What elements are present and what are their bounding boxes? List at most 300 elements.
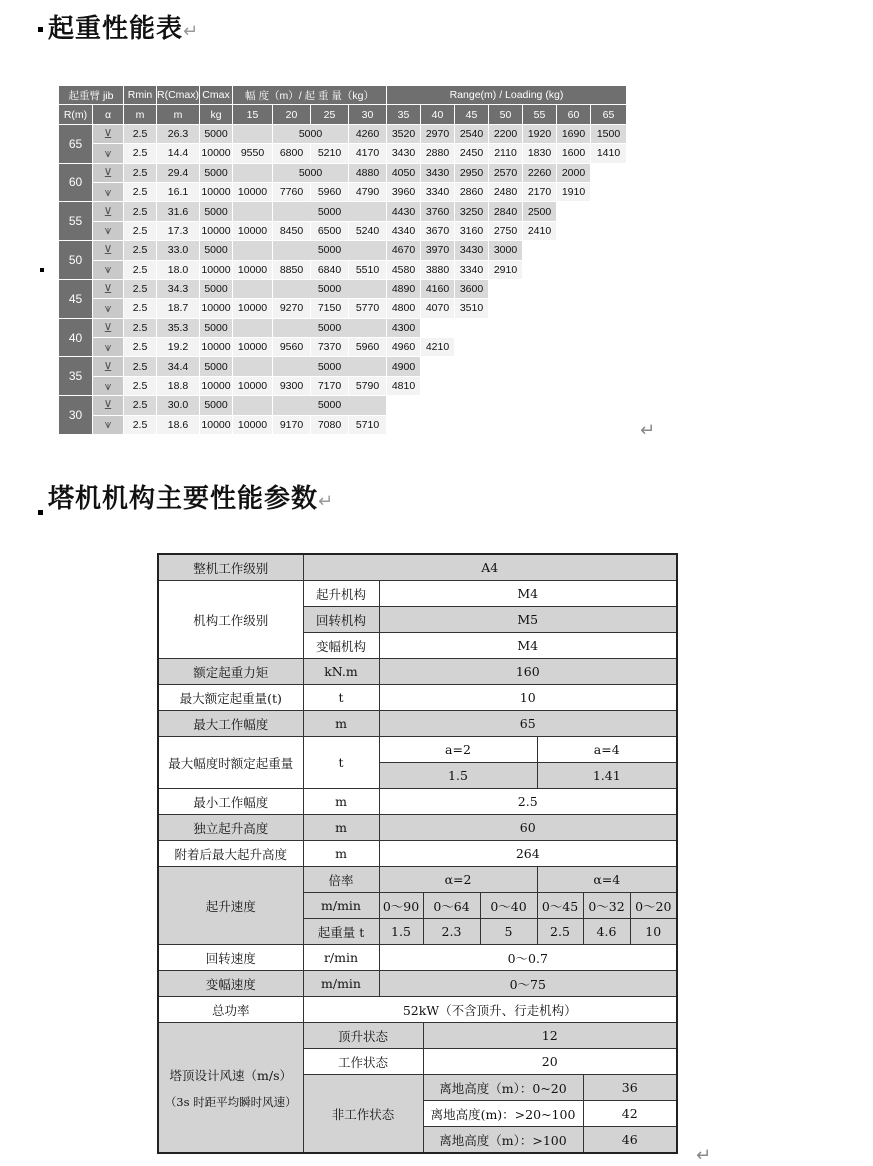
empty-cell [489,357,523,376]
load-value: 1410 [591,144,627,163]
load-value: 7150 [311,299,349,318]
hoist-mech-label: 起升机构 [303,581,379,607]
load-value: 5960 [311,182,349,201]
heading-text: 塔机机构主要性能参数 [48,484,319,514]
distance-header: 35 [387,105,421,124]
empty-cell [523,241,557,260]
tip-a2-label: a=2 [379,737,537,763]
load-value [233,163,273,182]
ratio-label: 倍率 [303,867,379,893]
load-row [59,163,627,182]
hoist-speed-label: 起升速度 [158,867,303,945]
single-hook-icon: ⊻ [93,279,124,298]
empty-cell [523,415,557,434]
tip-load-unit: t [303,737,379,789]
load-value: 4890 [387,279,421,298]
load-value: 5000 [273,202,387,221]
load-value: 2500 [523,202,557,221]
load-value: 3250 [455,202,489,221]
min-radius-value: 2.5 [379,789,677,815]
empty-cell [489,279,523,298]
cmax-value: 5000 [200,241,233,260]
empty-cell [557,338,591,357]
empty-cell [591,279,627,298]
load-value: 1830 [523,144,557,163]
speed-value: 0～64 [423,893,480,919]
load-value: 3430 [421,163,455,182]
max-radius-value: 65 [379,711,677,737]
load-value: 1500 [591,124,627,143]
load-value: 6800 [273,144,311,163]
slew-speed-value: 0～0.7 [379,945,677,971]
load-value [233,202,273,221]
load-value: 2750 [489,221,523,240]
slew-mech-label: 回转机构 [303,607,379,633]
load-value: 4160 [421,279,455,298]
load-row [59,260,627,279]
hoist-class-value: M4 [379,581,677,607]
rmin-value: 2.5 [124,144,157,163]
rmin-value: 2.5 [124,241,157,260]
load-header-row-1 [59,86,627,105]
cmax-value: 10000 [200,299,233,318]
speed-load-value: 2.5 [537,919,583,945]
load-value: 2450 [455,144,489,163]
load-value: 5790 [349,376,387,395]
load-value: 8450 [273,221,311,240]
empty-cell [421,318,455,337]
load-value: 3510 [455,299,489,318]
load-value: 9270 [273,299,311,318]
empty-cell [489,318,523,337]
rcmax-value: 18.0 [157,260,200,279]
cmax-value: 5000 [200,163,233,182]
distance-header: 65 [591,105,627,124]
rmin-value: 2.5 [124,124,157,143]
load-value: 2410 [523,221,557,240]
rcmax-value: 33.0 [157,241,200,260]
empty-cell [523,318,557,337]
load-value: 5960 [349,338,387,357]
load-value: 4800 [387,299,421,318]
empty-cell [421,415,455,434]
load-value: 2170 [523,182,557,201]
speed-load-value: 2.3 [423,919,480,945]
distance-header: 45 [455,105,489,124]
max-height-label: 附着后最大起升高度 [158,841,303,867]
load-value: 7170 [311,376,349,395]
empty-cell [591,338,627,357]
speed-value: 0～45 [537,893,583,919]
single-hook-icon: ⊻ [93,202,124,221]
empty-cell [421,357,455,376]
jib-length: 30 [59,396,93,435]
load-row [59,396,627,415]
load-row [59,124,627,143]
single-hook-icon: ⊻ [93,357,124,376]
distance-header: 50 [489,105,523,124]
min-radius-unit: m [303,789,379,815]
load-value: 4210 [421,338,455,357]
load-value: 2910 [489,260,523,279]
empty-cell [591,357,627,376]
rcmax-value: 31.6 [157,202,200,221]
double-hook-icon: ⩛ [93,299,124,318]
load-value [233,124,273,143]
free-height-value: 60 [379,815,677,841]
jib-length: 45 [59,279,93,318]
rcmax-value: 14.4 [157,144,200,163]
free-height-unit: m [303,815,379,841]
load-value: 4340 [387,221,421,240]
speed-load-value: 10 [630,919,677,945]
tip-load-a4-value: 1.41 [537,763,677,789]
load-value: 5210 [311,144,349,163]
load-value: 3340 [455,260,489,279]
load-value: 2110 [489,144,523,163]
cmax-header: Cmax [200,86,233,105]
alpha-header: α [93,105,124,124]
load-t-label: 起重量 t [303,919,379,945]
distance-header: 55 [523,105,557,124]
empty-cell [591,221,627,240]
cmax-value: 5000 [200,279,233,298]
empty-cell [557,202,591,221]
single-hook-icon: ⊻ [93,124,124,143]
max-load-label: 最大额定起重量(t) [158,685,303,711]
single-hook-icon: ⊻ [93,396,124,415]
empty-cell [557,415,591,434]
load-value: 10000 [233,260,273,279]
rcmax-value: 34.4 [157,357,200,376]
cmax-value: 10000 [200,182,233,201]
distance-header: 60 [557,105,591,124]
load-value: 10000 [233,182,273,201]
empty-cell [489,396,523,415]
heading-text: 起重性能表 [48,14,184,44]
empty-cell [489,299,523,318]
load-value: 9550 [233,144,273,163]
slew-class-value: M5 [379,607,677,633]
load-value: 6840 [311,260,349,279]
jacking-wind-value: 12 [423,1023,677,1049]
bullet-icon [38,510,43,515]
rcmax-value: 18.7 [157,299,200,318]
load-value: 3670 [421,221,455,240]
empty-cell [523,279,557,298]
load-value: 7080 [311,415,349,434]
load-value [233,241,273,260]
speed-load-value: 5 [480,919,537,945]
load-chart-table [58,85,627,435]
load-value: 2840 [489,202,523,221]
load-value: 5510 [349,260,387,279]
max-height-value: 264 [379,841,677,867]
alpha2-label: α=2 [379,867,537,893]
max-load-unit: t [303,685,379,711]
empty-cell [421,396,455,415]
empty-cell [591,318,627,337]
height-range-1: 离地高度（m）：0~20 [423,1075,583,1101]
tip-load-label: 最大幅度时额定起重量 [158,737,303,789]
cmax-value: 5000 [200,318,233,337]
load-row [59,299,627,318]
jacking-state-label: 顶升状态 [303,1023,423,1049]
load-value: 3970 [421,241,455,260]
rmin-value: 2.5 [124,318,157,337]
load-value [233,357,273,376]
load-value: 5000 [273,396,387,415]
empty-cell [591,396,627,415]
cmax-value: 5000 [200,357,233,376]
load-row [59,144,627,163]
load-value: 10000 [233,415,273,434]
empty-cell [455,357,489,376]
free-height-label: 独立起升高度 [158,815,303,841]
load-value: 1600 [557,144,591,163]
unit-m-header: m [124,105,157,124]
load-row [59,279,627,298]
empty-cell [557,279,591,298]
empty-cell [489,376,523,395]
empty-cell [489,338,523,357]
trolley-mech-label: 变幅机构 [303,633,379,659]
double-hook-icon: ⩛ [93,415,124,434]
load-value: 2950 [455,163,489,182]
rmin-value: 2.5 [124,163,157,182]
load-value: 5770 [349,299,387,318]
load-value: 2570 [489,163,523,182]
rmin-value: 2.5 [124,260,157,279]
load-value: 3600 [455,279,489,298]
load-value: 5240 [349,221,387,240]
rmin-value: 2.5 [124,376,157,395]
rmin-value: 2.5 [124,279,157,298]
empty-cell [591,299,627,318]
rcmax-value: 26.3 [157,124,200,143]
rmin-value: 2.5 [124,396,157,415]
cmax-value: 10000 [200,221,233,240]
wind-value-1: 36 [583,1075,677,1101]
return-mark-icon: ↵ [696,1145,712,1166]
load-value: 3160 [455,221,489,240]
wind-value-3: 46 [583,1127,677,1154]
empty-cell [591,376,627,395]
height-range-2: 离地高度(m)：>20~100 [423,1101,583,1127]
load-value: 9300 [273,376,311,395]
load-value: 2480 [489,182,523,201]
rcmax-value: 18.8 [157,376,200,395]
empty-cell [455,338,489,357]
height-range-3: 离地高度（m）：>100 [423,1127,583,1154]
mech-class-label: 机构工作级别 [158,581,303,659]
load-value: 7760 [273,182,311,201]
empty-cell [557,396,591,415]
rmin-value: 2.5 [124,338,157,357]
empty-cell [591,241,627,260]
load-value: 10000 [233,338,273,357]
jib-length: 55 [59,202,93,241]
empty-cell [591,163,627,182]
load-value: 4050 [387,163,421,182]
load-value: 2540 [455,124,489,143]
distance-header: 30 [349,105,387,124]
rcmax-value: 16.1 [157,182,200,201]
slew-speed-label: 回转速度 [158,945,303,971]
load-row [59,318,627,337]
empty-cell [387,415,421,434]
empty-cell [557,299,591,318]
load-value: 7370 [311,338,349,357]
load-value: 4670 [387,241,421,260]
alpha4-label: α=4 [537,867,677,893]
moment-unit: kN.m [303,659,379,685]
r-header: R(m) [59,105,93,124]
cmax-value: 10000 [200,376,233,395]
load-value: 1910 [557,182,591,201]
load-value: 8850 [273,260,311,279]
wind-label-text: 塔顶设计风速（m/s） [169,1067,292,1083]
speed-value: 0～40 [480,893,537,919]
empty-cell [591,260,627,279]
load-value: 3000 [489,241,523,260]
trolley-speed-value: 0～75 [379,971,677,997]
rmin-value: 2.5 [124,221,157,240]
load-value: 3880 [421,260,455,279]
rcmax-header: R(Cmax) [157,86,200,105]
rcmax-value: 35.3 [157,318,200,337]
double-hook-icon: ⩛ [93,144,124,163]
moment-label: 额定起重力矩 [158,659,303,685]
working-state-label: 工作状态 [303,1049,423,1075]
jib-length: 40 [59,318,93,357]
wind-note: （3s 时距平均瞬时风速） [164,1094,297,1109]
load-value [233,279,273,298]
empty-cell [557,376,591,395]
load-value: 5000 [273,279,387,298]
load-value: 1690 [557,124,591,143]
mechanism-params-table [157,553,678,1154]
power-value: 52kW（不含顶升、行走机构） [303,997,677,1023]
load-value: 3760 [421,202,455,221]
return-mark-icon: ↵ [183,21,200,42]
load-value: 3340 [421,182,455,201]
empty-cell [591,202,627,221]
load-value: 4810 [387,376,421,395]
cmax-value: 10000 [200,144,233,163]
load-row [59,357,627,376]
moment-value: 160 [379,659,677,685]
max-load-value: 10 [379,685,677,711]
distance-header: 25 [311,105,349,124]
double-hook-icon: ⩛ [93,338,124,357]
cmax-value: 5000 [200,202,233,221]
section-heading-mechanism-params [38,478,334,515]
load-value: 9170 [273,415,311,434]
stray-bullet-icon [40,268,44,272]
empty-cell [455,318,489,337]
section-heading-load-chart [38,8,199,45]
load-value: 4260 [349,124,387,143]
load-value: 4790 [349,182,387,201]
rmin-value: 2.5 [124,299,157,318]
empty-cell [523,357,557,376]
power-label: 总功率 [158,997,303,1023]
empty-cell [557,318,591,337]
load-row [59,202,627,221]
working-wind-value: 20 [423,1049,677,1075]
double-hook-icon: ⩛ [93,221,124,240]
load-value [233,318,273,337]
empty-cell [455,376,489,395]
single-hook-icon: ⊻ [93,163,124,182]
empty-cell [557,241,591,260]
load-value: 4900 [387,357,421,376]
speed-value: 0～90 [379,893,423,919]
load-value: 4170 [349,144,387,163]
load-row [59,338,627,357]
load-value: 2860 [455,182,489,201]
double-hook-icon: ⩛ [93,376,124,395]
load-value: 2000 [557,163,591,182]
load-row [59,376,627,395]
max-radius-label: 最大工作幅度 [158,711,303,737]
load-row [59,415,627,434]
load-value: 3960 [387,182,421,201]
load-value: 3430 [387,144,421,163]
unit-m-header: m [157,105,200,124]
jib-length: 35 [59,357,93,396]
empty-cell [523,299,557,318]
empty-cell [523,376,557,395]
return-mark-icon: ↵ [318,491,335,512]
load-value: 4880 [349,163,387,182]
rcmax-value: 34.3 [157,279,200,298]
tip-load-a2-value: 1.5 [379,763,537,789]
jib-length: 50 [59,241,93,280]
empty-cell [591,415,627,434]
load-value: 2970 [421,124,455,143]
rcmax-value: 19.2 [157,338,200,357]
trolley-speed-label: 变幅速度 [158,971,303,997]
load-value: 5000 [273,318,387,337]
speed-value: 0～20 [630,893,677,919]
load-value: 6500 [311,221,349,240]
distance-header: 40 [421,105,455,124]
empty-cell [523,396,557,415]
distance-header: 20 [273,105,311,124]
load-value: 2260 [523,163,557,182]
load-value: 3430 [455,241,489,260]
empty-cell [455,415,489,434]
return-mark-icon: ↵ [640,420,656,441]
single-hook-icon: ⊻ [93,241,124,260]
load-value: 10000 [233,299,273,318]
rmin-value: 2.5 [124,415,157,434]
empty-cell [489,415,523,434]
load-value: 3520 [387,124,421,143]
speed-unit: m/min [303,893,379,919]
slew-speed-unit: r/min [303,945,379,971]
wind-label [158,1023,303,1154]
empty-cell [387,396,421,415]
empty-cell [421,376,455,395]
load-value: 9560 [273,338,311,357]
unit-kg-header: kg [200,105,233,124]
load-value: 2880 [421,144,455,163]
load-row [59,241,627,260]
distance-header: 15 [233,105,273,124]
